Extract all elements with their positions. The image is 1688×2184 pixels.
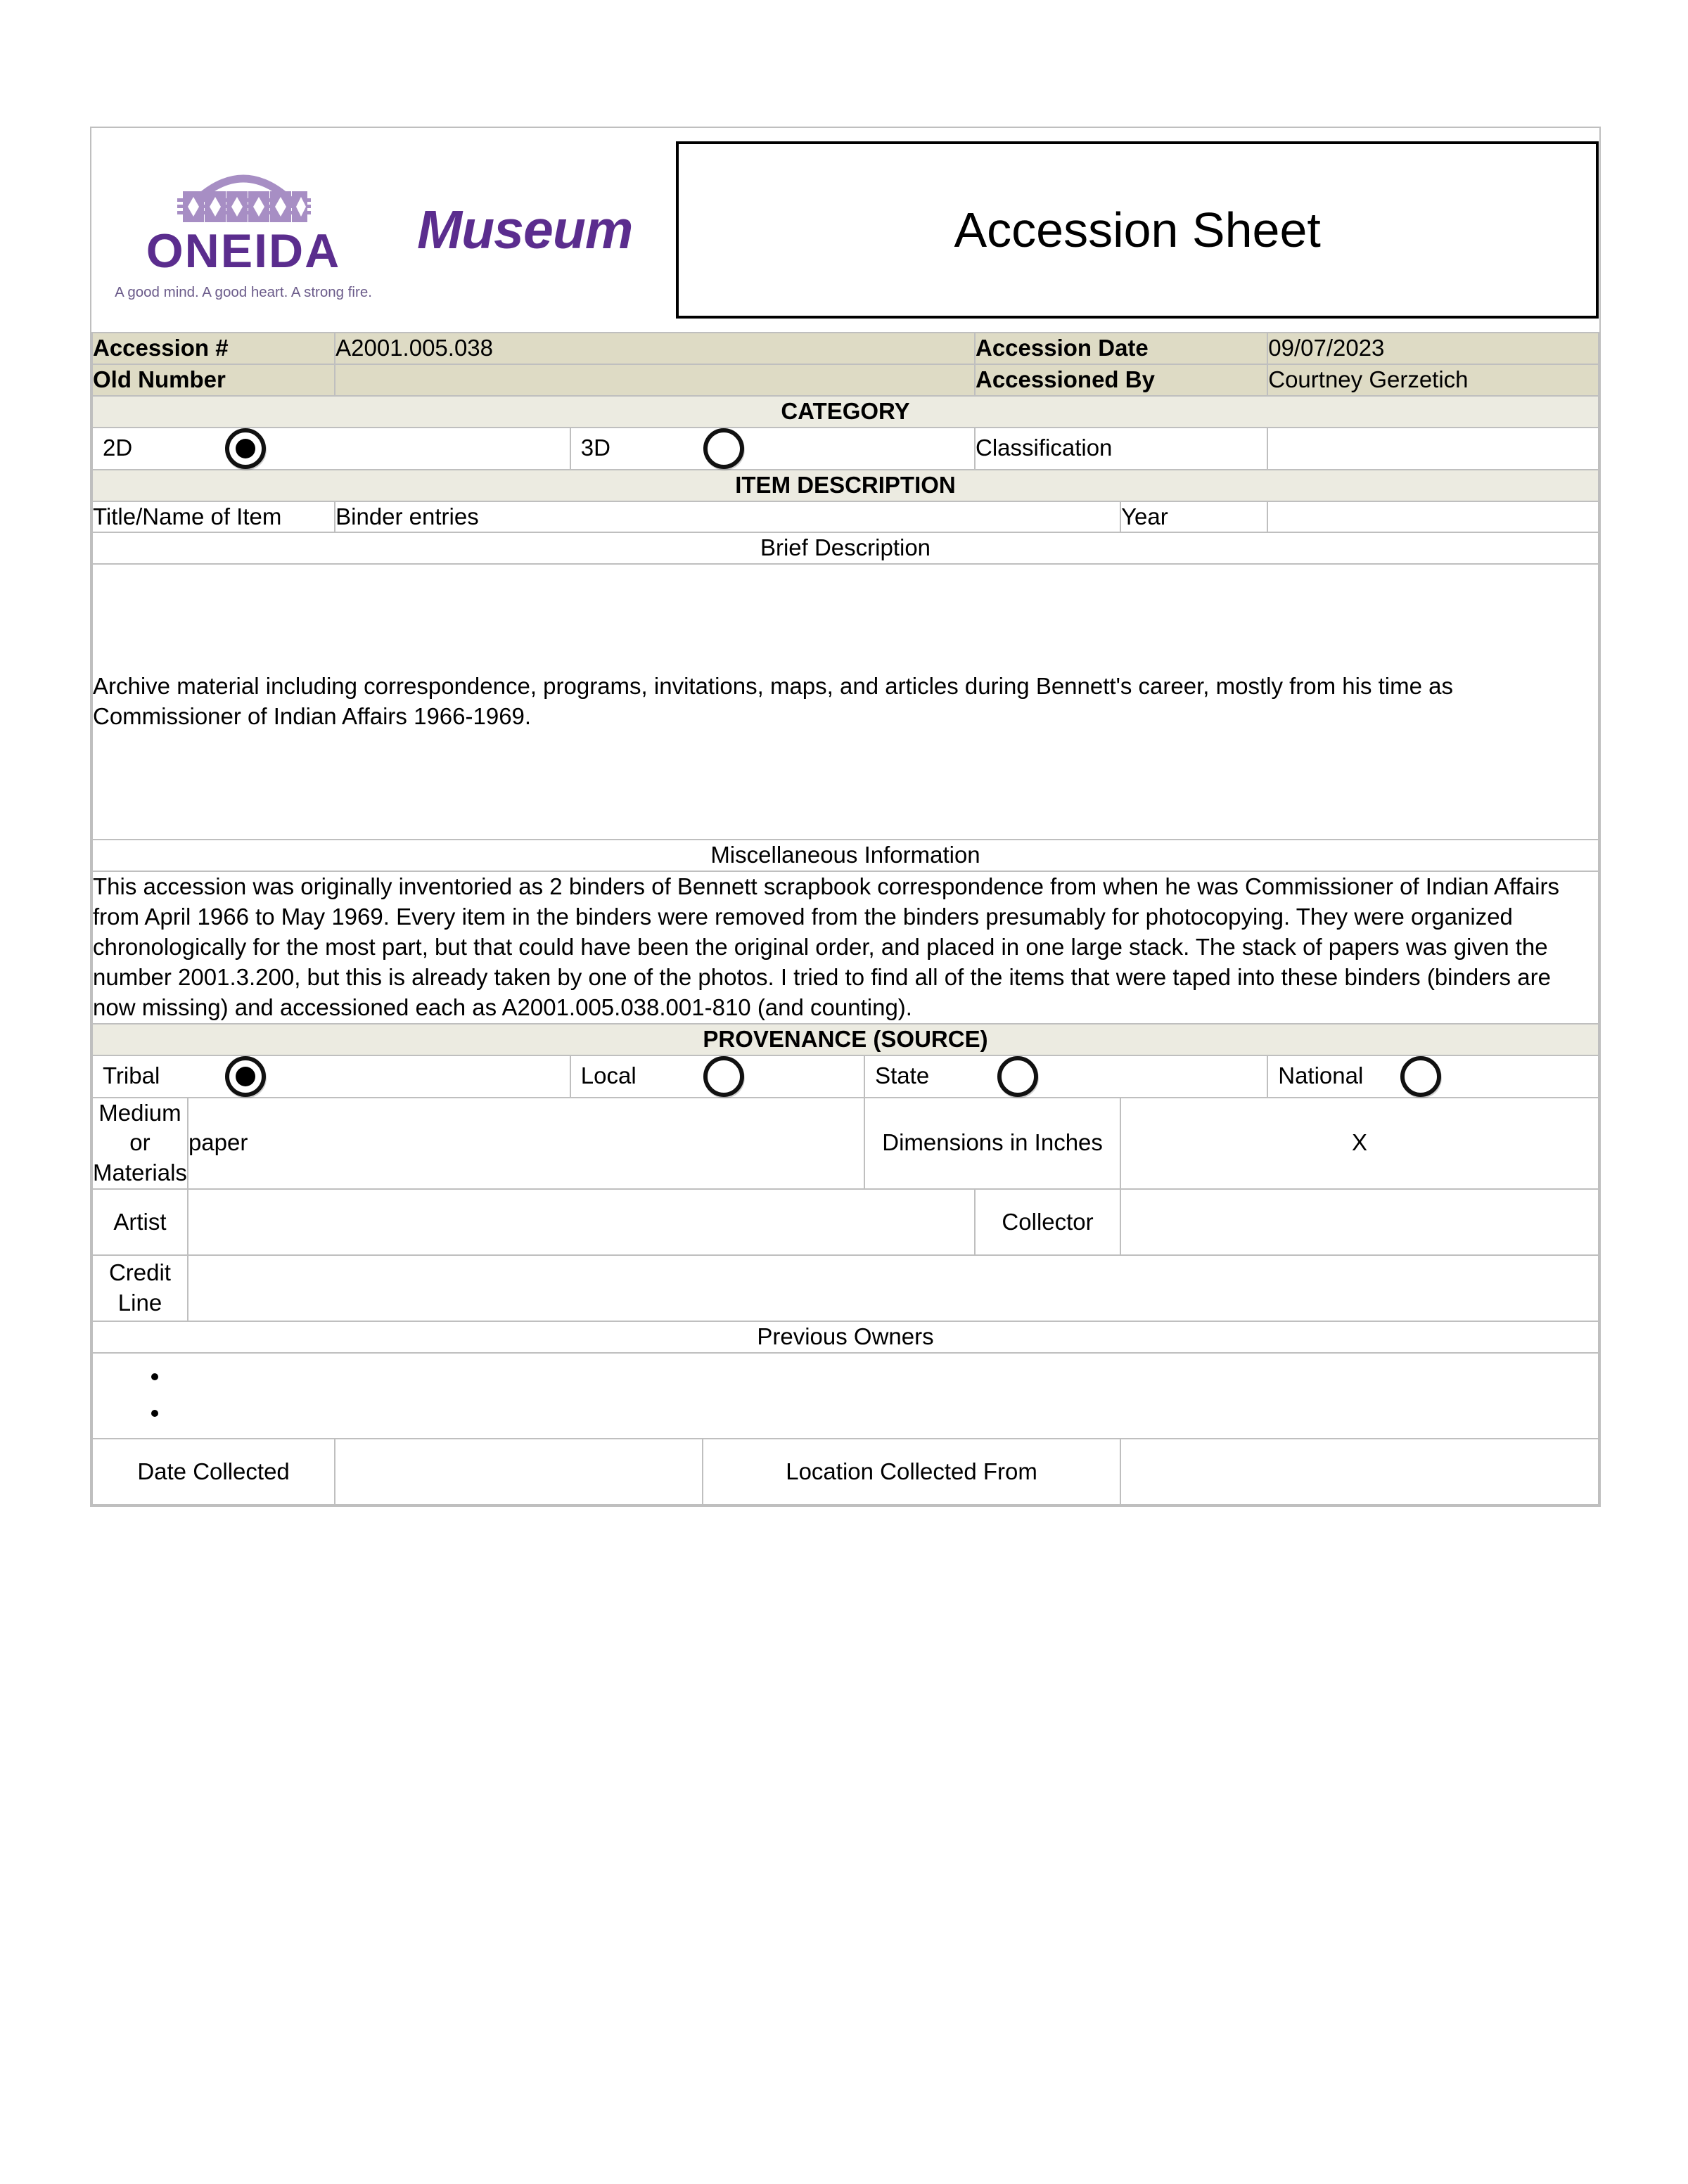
item-year-label: Year [1120, 501, 1267, 533]
page-title: Accession Sheet [954, 202, 1321, 257]
category-2d-radio[interactable] [225, 428, 266, 469]
category-2d-option[interactable] [92, 428, 570, 470]
previous-owners-row [92, 1353, 1599, 1439]
provenance-tribal-option[interactable] [92, 1055, 570, 1098]
provenance-local-radio[interactable] [703, 1056, 744, 1097]
classification-value[interactable] [1267, 428, 1599, 470]
provenance-section-row [92, 1024, 1599, 1055]
provenance-national-label: National [1278, 1062, 1364, 1089]
date-collected-label: Date Collected [92, 1439, 335, 1505]
category-3d-option[interactable] [570, 428, 975, 470]
oneida-wordmark: ONEIDA [146, 224, 341, 278]
previous-owners-label: Previous Owners [92, 1321, 1599, 1353]
credit-line-row [92, 1255, 1599, 1321]
item-title-row [92, 501, 1599, 533]
item-year-value[interactable] [1267, 501, 1599, 533]
credit-line-value[interactable] [188, 1255, 1599, 1321]
medium-value[interactable]: paper [188, 1098, 864, 1190]
oneida-logo [115, 158, 372, 302]
category-2d-label: 2D [103, 435, 133, 461]
location-collected-label: Location Collected From [703, 1439, 1120, 1505]
item-title-label: Title/Name of Item [92, 501, 335, 533]
misc-info-row [92, 871, 1599, 1023]
provenance-state-label: State [875, 1062, 930, 1089]
accession-date-value[interactable]: 09/07/2023 [1267, 333, 1599, 364]
medium-label: Medium or Materials [92, 1098, 188, 1190]
accession-sheet-table [90, 127, 1601, 1507]
misc-info-value[interactable]: This accession was originally inventoried as 2 binders of Bennett scrapbook correspondence from when he was Commissioner of Indian Affairs from April 1966 to May 1969. Every item in the binders were removed from the binders presumably for photocopying. They were organized chronologically for the most part, but that could have been the original order, and placed in one large stack. The stack of papers was given the number 2001.3.200, but this is already taken by one of the photos. I tried to find all of the items that were taped into these binders (binders are now missing) and accessioned each as A2001.005.038.001-810 (and counting). [92, 871, 1599, 1023]
artist-value[interactable] [188, 1189, 975, 1255]
category-section-label: CATEGORY [92, 396, 1599, 428]
brief-description-row [92, 564, 1599, 840]
category-3d-label: 3D [580, 435, 610, 461]
accession-date-label: Accession Date [975, 333, 1267, 364]
collector-label: Collector [975, 1189, 1120, 1255]
old-number-row [92, 364, 1599, 396]
misc-info-label-row [92, 840, 1599, 871]
previous-owners-label-row [92, 1321, 1599, 1353]
accessioned-by-label: Accessioned By [975, 364, 1267, 396]
date-collected-row [92, 1439, 1599, 1505]
brief-description-label: Brief Description [92, 532, 1599, 564]
provenance-local-label: Local [580, 1062, 637, 1089]
artist-label: Artist [92, 1189, 188, 1255]
category-options-row [92, 428, 1599, 470]
classification-label: Classification [975, 428, 1267, 470]
category-section-row [92, 396, 1599, 428]
provenance-section-label: PROVENANCE (SOURCE) [92, 1024, 1599, 1055]
previous-owners-list[interactable] [92, 1353, 1599, 1439]
list-item[interactable] [170, 1361, 1598, 1398]
brief-description-label-row [92, 532, 1599, 564]
accession-number-value[interactable]: A2001.005.038 [335, 333, 975, 364]
dimensions-value[interactable]: X [1120, 1098, 1599, 1190]
artist-row [92, 1189, 1599, 1255]
misc-info-label: Miscellaneous Information [92, 840, 1599, 871]
accession-number-label: Accession # [92, 333, 335, 364]
medium-row [92, 1098, 1599, 1190]
museum-label: Museum [417, 199, 633, 260]
accession-number-row [92, 333, 1599, 364]
location-collected-value[interactable] [1120, 1439, 1599, 1505]
provenance-state-radio[interactable] [997, 1056, 1038, 1097]
header-row [92, 128, 1599, 333]
old-number-label: Old Number [92, 364, 335, 396]
item-description-section-row [92, 470, 1599, 501]
provenance-state-option[interactable] [864, 1055, 1267, 1098]
old-number-value[interactable] [335, 364, 975, 396]
wampum-belt-icon [152, 158, 335, 224]
brief-description-value[interactable]: Archive material including correspondence, programs, invitations, maps, and articles during Bennett's career, mostly from his time as Commissioner of Indian Affairs 1966-1969. [92, 564, 1599, 840]
collector-value[interactable] [1120, 1189, 1599, 1255]
provenance-options-row [92, 1055, 1599, 1098]
provenance-national-radio[interactable] [1400, 1056, 1441, 1097]
sheet-title-box [676, 141, 1599, 319]
provenance-local-option[interactable] [570, 1055, 864, 1098]
accessioned-by-value[interactable]: Courtney Gerzetich [1267, 364, 1599, 396]
header-cell [92, 128, 1599, 333]
list-item[interactable] [170, 1398, 1598, 1434]
provenance-tribal-label: Tribal [103, 1062, 160, 1089]
category-3d-radio[interactable] [703, 428, 744, 469]
date-collected-value[interactable] [335, 1439, 703, 1505]
provenance-national-option[interactable] [1267, 1055, 1599, 1098]
credit-line-label: Credit Line [92, 1255, 188, 1321]
item-description-section-label: ITEM DESCRIPTION [92, 470, 1599, 501]
dimensions-label: Dimensions in Inches [864, 1098, 1120, 1190]
item-title-value[interactable]: Binder entries [335, 501, 1120, 533]
provenance-tribal-radio[interactable] [225, 1056, 266, 1097]
oneida-tagline: A good mind. A good heart. A strong fire. [115, 284, 372, 301]
